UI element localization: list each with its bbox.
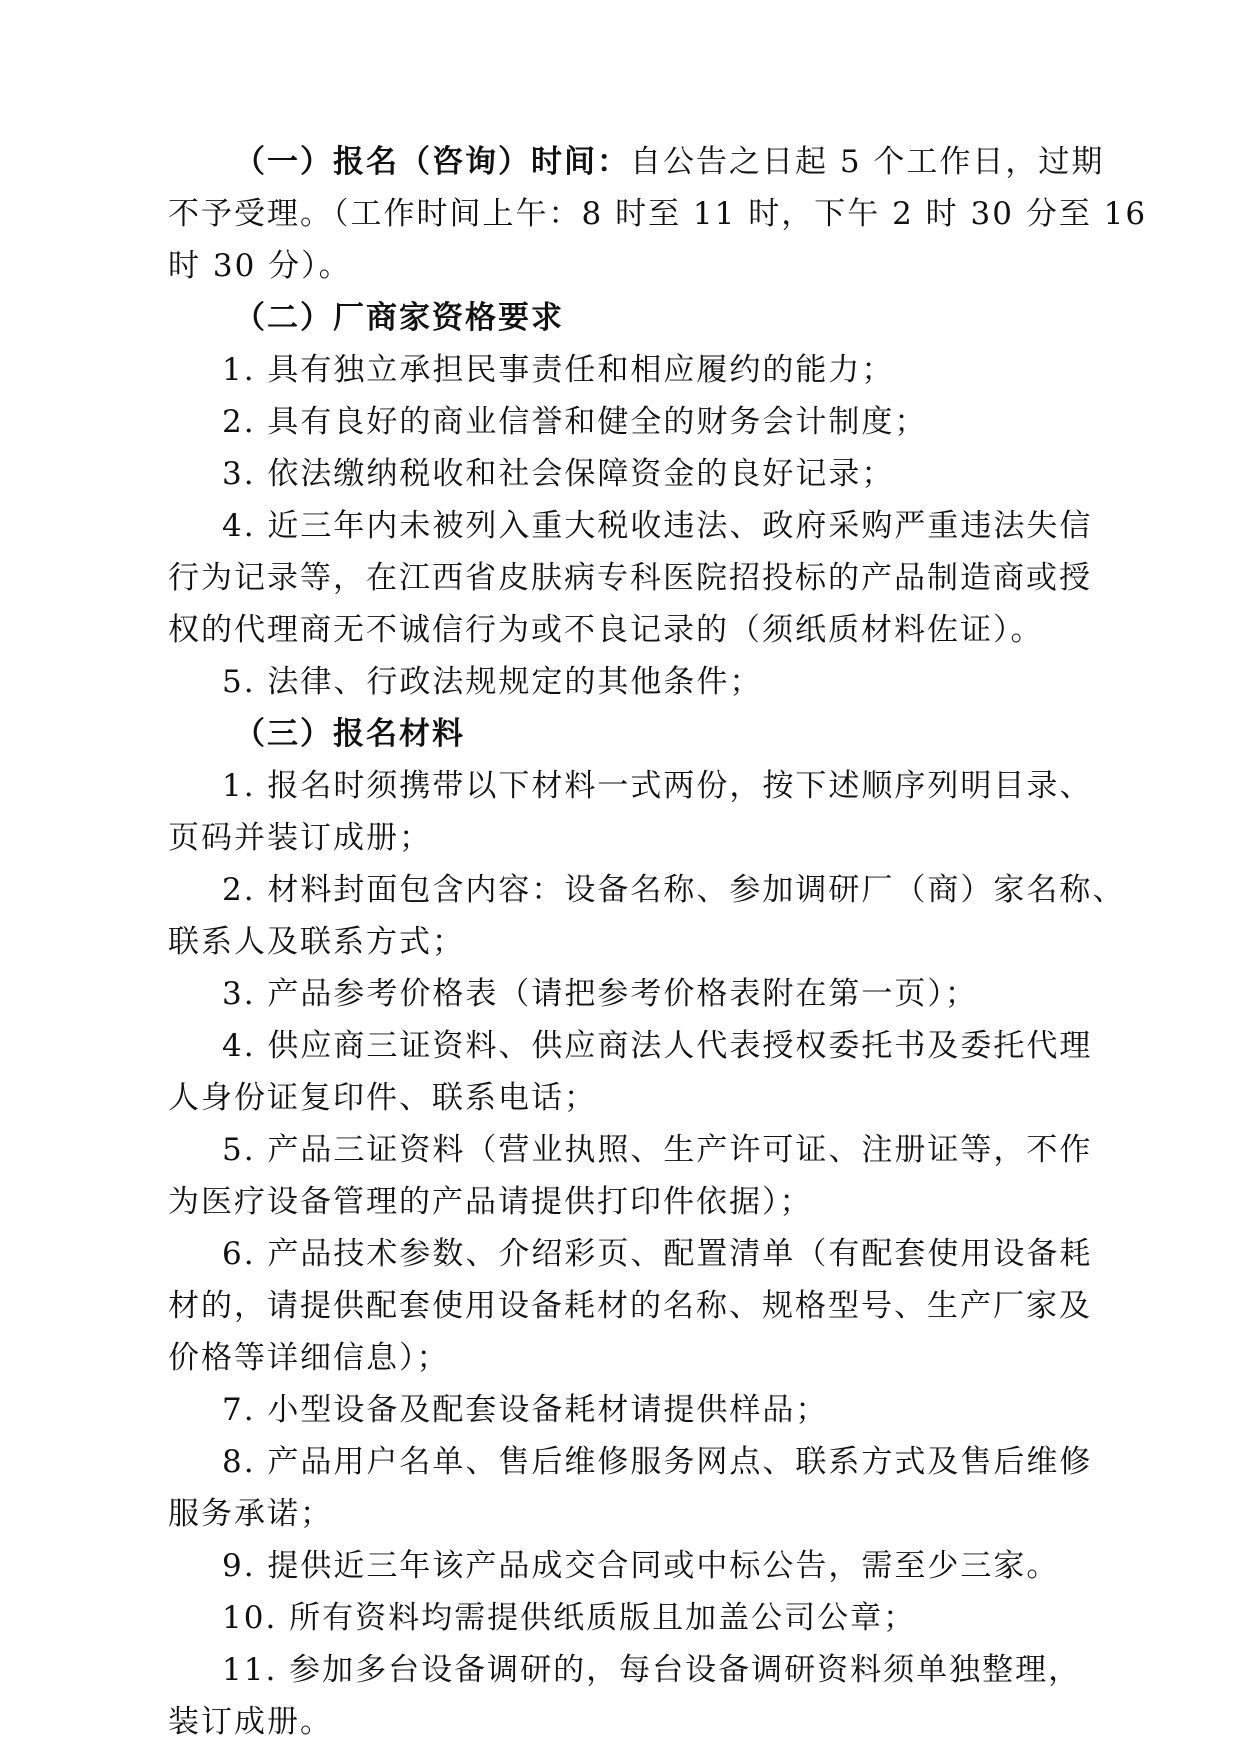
list-item: 7. 小型设备及配套设备耗材请提供样品； (222, 1392, 829, 1428)
list-item: 9. 提供近三年该产品成交合同或中标公告，需至少三家。 (222, 1548, 1060, 1584)
text-line: 材的，请提供配套使用设备耗材的名称、规格型号、生产厂家及 (168, 1288, 1092, 1324)
text-line: 服务承诺； (168, 1496, 333, 1532)
section-1-text: 自公告之日起 5 个工作日，过期 (630, 144, 1105, 180)
list-item: 11. 参加多台设备调研的，每台设备调研资料须单独整理， (222, 1652, 1082, 1688)
text-line: 人身份证复印件、联系电话； (168, 1080, 597, 1116)
section-2-heading: （二）厂商家资格要求 (234, 300, 564, 336)
section-1-heading-line (0, 134, 1240, 190)
text-line: 行为记录等，在江西省皮肤病专科医院招投标的产品制造商或授 (168, 560, 1092, 596)
text-line: 时 30 分）。 (168, 248, 352, 284)
section-3-heading: （三）报名材料 (234, 716, 465, 752)
list-item: 1. 具有独立承担民事责任和相应履约的能力； (222, 352, 895, 388)
text-line: 为医疗设备管理的产品请提供打印件依据）； (168, 1184, 813, 1220)
list-item: 8. 产品用户名单、售后维修服务网点、联系方式及售后维修 (222, 1444, 1093, 1480)
section-1-heading: （一）报名（咨询）时间： (234, 144, 630, 180)
list-item: 1. 报名时须携带以下材料一式两份，按下述顺序列明目录、 (222, 768, 1093, 804)
list-item: 4. 近三年内未被列入重大税收违法、政府采购严重违法失信 (222, 508, 1093, 544)
list-item: 2. 材料封面包含内容：设备名称、参加调研厂（商）家名称、 (222, 872, 1126, 908)
text-line: 价格等详细信息）； (168, 1340, 450, 1376)
list-item: 3. 产品参考价格表（请把参考价格表附在第一页）； (222, 976, 978, 1012)
text-line: 装订成册。 (168, 1704, 333, 1740)
list-item: 2. 具有良好的商业信誉和健全的财务会计制度； (222, 404, 928, 440)
list-item: 3. 依法缴纳税收和社会保障资金的良好记录； (222, 456, 895, 492)
text-line: 页码并装订成册； (168, 820, 432, 856)
list-item: 5. 产品三证资料（营业执照、生产许可证、注册证等，不作 (222, 1132, 1093, 1168)
list-item: 10. 所有资料均需提供纸质版且加盖公司公章； (222, 1600, 917, 1636)
list-item: 5. 法律、行政法规规定的其他条件； (222, 664, 763, 700)
list-item: 4. 供应商三证资料、供应商法人代表授权委托书及委托代理 (222, 1028, 1093, 1064)
text-line: 不予受理。（工作时间上午：8 时至 11 时，下午 2 时 30 分至 16 (168, 196, 1148, 232)
text-line: 权的代理商无不诚信行为或不良记录的（须纸质材料佐证）。 (168, 612, 1044, 648)
text-line: 联系人及联系方式； (168, 924, 465, 960)
list-item: 6. 产品技术参数、介绍彩页、配置清单（有配套使用设备耗 (222, 1236, 1093, 1272)
